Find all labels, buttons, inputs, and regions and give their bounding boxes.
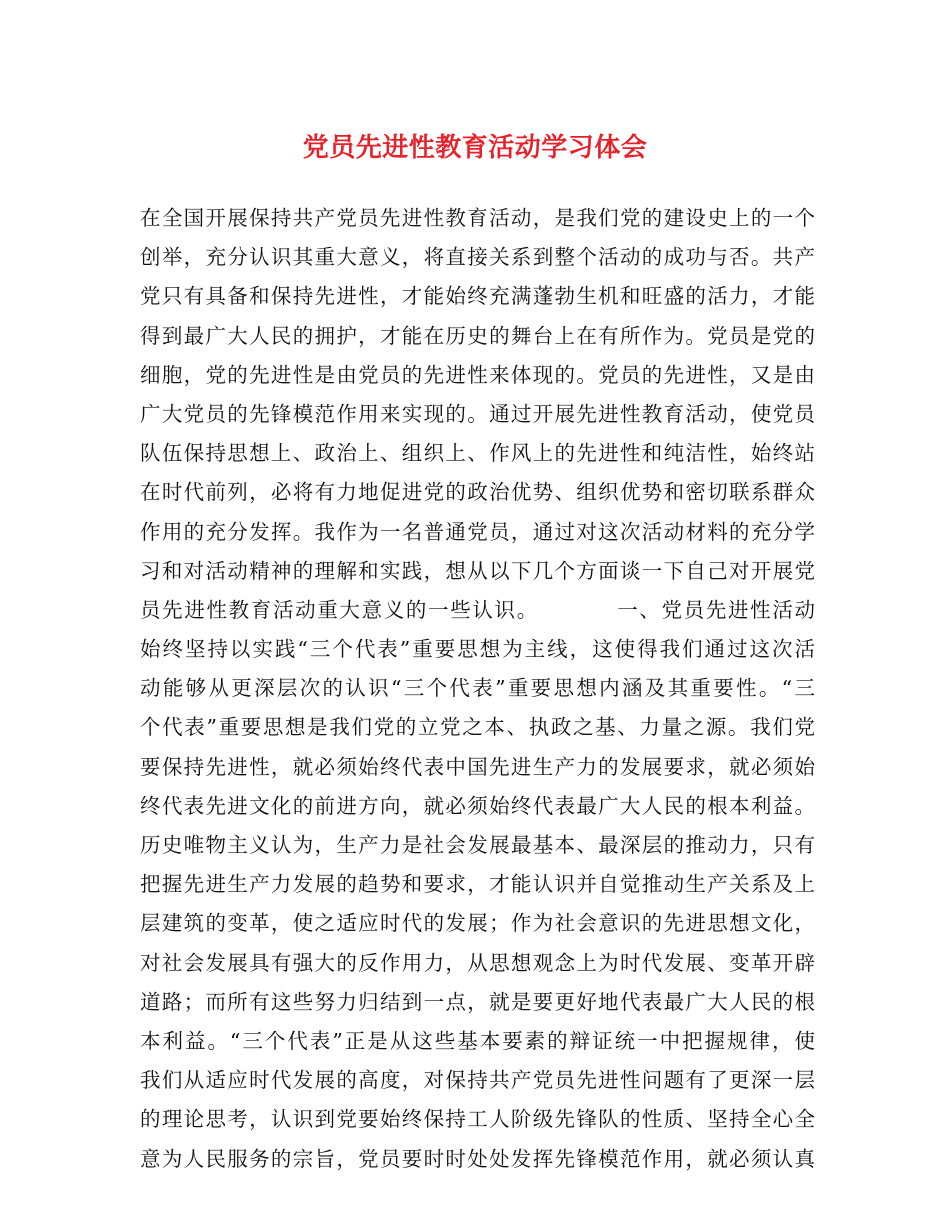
body-line: 意为人民服务的宗旨，党员要时时处处发挥先锋模范作用，就必须认真: [140, 1146, 815, 1171]
body-line: 本利益。“三个代表”正是从这些基本要素的辩证统一中把握规律，使: [140, 1028, 815, 1053]
body-line: 的理论思考，认识到党要始终保持工人阶级先锋队的性质、坚持全心全: [140, 1107, 815, 1132]
body-line: 道路；而所有这些努力归结到一点，就是要更好地代表最广大人民的根: [140, 989, 815, 1014]
body-line: 在全国开展保持共产党员先进性教育活动，是我们党的建设史上的一个: [140, 206, 815, 230]
body-line: 把握先进生产力发展的趋势和要求，才能认识并自觉推动生产关系及上: [140, 872, 815, 897]
body-line: 层建筑的变革，使之适应时代的发展；作为社会意识的先进思想文化，: [140, 911, 815, 936]
body-line: 细胞，党的先进性是由党员的先进性来体现的。党员的先进性，又是由: [140, 362, 815, 387]
body-line: 历史唯物主义认为，生产力是社会发展最基本、最深层的推动力，只有: [140, 833, 815, 857]
body-line: 始终坚持以实践“三个代表”重要思想为主线，这使得我们通过这次活: [140, 637, 815, 662]
body-line: 党只有具备和保持先进性，才能始终充满蓬勃生机和旺盛的活力，才能: [140, 284, 815, 309]
body-line: 终代表先进文化的前进方向，就必须始终代表最广大人民的根本利益。: [140, 793, 815, 818]
body-line: 员先进性教育活动重大意义的一些认识。 一、党员先进性活动: [140, 597, 815, 622]
body-line: 广大党员的先锋模范作用来实现的。通过开展先进性教育活动，使党员: [140, 401, 815, 426]
body-line: 对社会发展具有强大的反作用力，从思想观念上为时代发展、变革开辟: [140, 950, 815, 975]
body-line: 个代表”重要思想是我们党的立党之本、执政之基、力量之源。我们党: [140, 715, 815, 740]
body-line: 作用的充分发挥。我作为一名普通党员，通过对这次活动材料的充分学: [140, 519, 815, 544]
body-line: 得到最广大人民的拥护，才能在历史的舞台上在有所作为。党员是党的: [140, 323, 815, 348]
body-line: 在时代前列，必将有力地促进党的政治优势、组织优势和密切联系群众: [140, 480, 815, 505]
body-line: 我们从适应时代发展的高度，对保持共产党员先进性问题有了更深一层: [140, 1068, 815, 1093]
body-line: 要保持先进性，就必须始终代表中国先进生产力的发展要求，就必须始: [140, 754, 815, 779]
body-line: 习和对活动精神的理解和实践，想从以下几个方面谈一下自己对开展党: [140, 558, 815, 583]
body-line: 创举，充分认识其重大意义，将直接关系到整个活动的成功与否。共产: [140, 245, 815, 270]
document-body: [140, 199, 815, 1179]
document-title: 党员先进性教育活动学习体会: [302, 133, 648, 163]
body-line: 队伍保持思想上、政治上、组织上、作风上的先进性和纯洁性，始终站: [140, 441, 815, 466]
body-line: 动能够从更深层次的认识“三个代表”重要思想内涵及其重要性。“三: [140, 676, 815, 701]
